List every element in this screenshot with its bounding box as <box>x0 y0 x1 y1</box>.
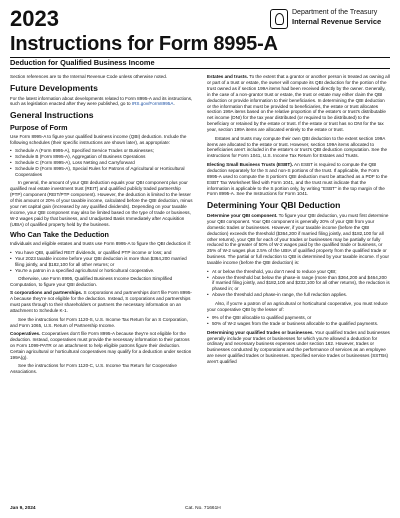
agency-irs: Internal Revenue Service <box>292 16 382 26</box>
heading-who: Who Can Take the Deduction <box>10 230 109 240</box>
scorp-text: S corporations and partnerships. S corporations and partnerships don't file Form 8995-A because they're not eligible for the deduction. Instead, S corporations and partnerships must pass through to their shareholders or partners the necessary information on an attachment to Schedule K-1. <box>10 290 192 314</box>
list-item: • 50% of W-2 wages from the trade or business allocable to the qualified payments. <box>207 321 390 327</box>
coop-see-text: See the instructions for Form 1120-C, U.S. Income Tax Return for Cooperative Associations. <box>10 363 177 375</box>
determine-text: Determine your QBI component. To figure your QBI deduction, you must first determine your QBI component. Your QBI component is generally 20% of your QBI from your domestic trades or businesses. However, if your taxable income (before the QBI deduction) exceeds the threshold ($364,200 if married filing jointly, and $182,100 for all other returns), your QBI for each of your trades or businesses may be partially or fully reduced to the greater of 50% of W-2 wages paid by the qualified trade or business, or 25% of W-2 wages plus 2.5% of the UBIA of qualified property from the qualified trade or business. The partial or full reduction to QBI is determined by your taxable income. If your taxable income (before the QBI deduction) is: <box>207 212 389 266</box>
list-item: • Schedule A (Form 8995-A), Specified Service Trades or Businesses; <box>10 148 193 154</box>
purpose-text: Use Form 8995-A to figure your qualified business income (QBI) deduction. Include the following schedules (their specific instructions are shown later), as appropriate: <box>10 133 187 145</box>
left-column <box>10 74 193 378</box>
page-subtitle: Deduction for Qualified Business Income <box>10 58 155 67</box>
who-list <box>10 250 193 274</box>
coop-text: Cooperatives. Cooperatives don't file Form 8995-A because they're not eligible for the deduction. Instead, cooperatives must provide the necessary information to their patrons on Form 1099-PATR or an attachment to help eligible patrons figure their deduction. Certain agricultural or horticultural cooperatives may qualify for a deduction under section 199A(g). <box>10 331 192 360</box>
list-item: • 9% of the QBI allocable to qualified payments, or <box>207 315 390 321</box>
qualified-text: Determining your qualified trades or businesses. Your qualified trades and businesses generally include your trades or businesses for which you're allowed a deduction for ordinary and necessary business expenses under section 162. However, trades or businesses conducted by corporations and the performance of services as an employee are never qualified trades or businesses. Specified service trades or businesses (SSTBs) aren't qualified <box>207 329 390 365</box>
list-item: • Schedule C (Form 8995-A), Loss Netting and Carryforward <box>10 160 193 166</box>
general-text: In general, the amount of your QBI deduction equals your QBI component plus your qualified real estate investment trust (REIT) and qualified publicly traded partnership (PTP) component (REIT/PTP component). However, the deduction is limited to the lesser of this amount or 20% of your taxable income, calculated before the QBI deduction, minus your net capital gain (increased by any qualified dividends). Depending on your taxable income, your QBI component may also be limited based on the type of trade or business, W-2 wages paid by that business, and Unadjusted Basis Immediately after Acquisition (UBIA) of qualified property held by the business. <box>10 180 193 227</box>
list-item: • Schedule B (Form 8995-A), Aggregation of Business Operations <box>10 154 193 160</box>
patron-list <box>207 315 390 327</box>
heading-determining: Determining Your QBI Deduction <box>207 199 341 210</box>
agency-block <box>270 9 395 35</box>
irs-form-link[interactable]: IRS.gov/Form8995A <box>131 101 174 107</box>
list-item: • Your 2023 taxable income before your QBI deduction is more than $364,200 married filing jointly, and $182,100 for all other returns; or <box>10 256 193 268</box>
footer-cat-no: Cat. No. 71661H <box>185 506 221 511</box>
list-item: • Schedule D (Form 8995-A), Special Rules for Patrons of Agricultural or Horticultural Cooperatives <box>10 166 193 178</box>
patron-text: Also, if you're a patron of an agricultural or horticultural cooperative, you must reduce your cooperative QBI by the lesser of: <box>207 300 388 312</box>
heading-purpose: Purpose of Form <box>10 122 68 132</box>
otherwise-text: Otherwise, use Form 8995, Qualified Business Income Deduction Simplified Computation, to figure your QBI deduction. <box>10 276 173 287</box>
right-column <box>207 74 390 368</box>
list-item: • You're a patron in a specified agricultural or horticultural cooperative. <box>10 268 193 274</box>
estates-text: Estates and trusts. To the extent that a grantor or another person is treated as owning all or part of a trust or estate, the owner will compute its QBI deduction for the portion of the trust owned as if section 199A items had been received directly by the owner. Generally, in the case of a non-grantor trust or estate, the trust or estate may either claim the QBI deduction or provide information to their beneficiaries. In determining the QBI deduction or the information that must be provided to beneficiaries, the estate or trust allocates section 199A items based on the relative proportion of the estate's or trust's distributable net income (DNI) for the tax year distributed (or required to be distributed) to the beneficiary or retained by the estate or trust. If the estate or trust has no DNI for the tax year, section 199A items are allocated entirely to the estate or trust. <box>207 74 390 133</box>
who-text: Individuals and eligible estates and trusts use Form 8995-A to figure the QBI deduction if: <box>10 241 192 247</box>
treasury-eagle-logo-icon <box>270 9 288 29</box>
schedules-list <box>10 148 193 178</box>
intro-text: Section references are to the Internal Revenue Code unless otherwise noted. <box>10 74 168 79</box>
list-item: • At or below the threshold, you don't need to reduce your QBI; <box>207 269 390 275</box>
estates-text-2: Estates and trusts may compute their own QBI deduction to the extent section 199A items are allocated to the estate or trust. However, section 199A items allocated to beneficiaries aren't included in the estate's or trust's QBI deduction computation. See the instructions for Form 1041, U.S. Income Tax Return for Estates and Trusts. <box>207 135 388 159</box>
page-title: Instructions for Form 8995-A <box>10 33 278 55</box>
list-item: • Above the threshold and phase-in range, the full reduction applies. <box>207 292 390 298</box>
scorp-see-text: See the instructions for Form 1120-S, U.S. Income Tax Return for an S Corporation, and Form 1065, U.S. Return of Partnership Income. <box>10 316 188 328</box>
list-item: • You have QBI, qualified REIT dividends, or qualified PTP income or loss; and <box>10 250 193 256</box>
footer-date: Jan 9, 2024 <box>10 506 36 511</box>
page-footer <box>10 506 390 511</box>
future-text: For the latest information about developments related to Form 8995-A and its instructions, such as legislation enacted after they were published, go to IRS.gov/Form8995A. <box>10 95 193 107</box>
agency-department: Department of the Treasury <box>292 9 378 16</box>
heading-general-instructions: General Instructions <box>10 109 94 120</box>
determine-list <box>207 269 390 299</box>
form-year: 2023 <box>10 6 59 31</box>
heading-future-developments: Future Developments <box>10 82 98 93</box>
esbt-text: Electing Small Business Trusts (ESBT). An ESBT is required to compute the QBI deduction separately for the S and non-S portions of the trust. If applicable, the Form 8995-A used to compute the S portion's QBI deduction must be attached as a PDF to the ESBT Tax Worksheet filed with Form 1041, and the trust must indicate that the information is applicable to the S portion only, by writing "ESBT" in the top margin of the Form 8995-A. See the Instructions for Form 1041. <box>207 161 388 197</box>
list-item: • Above the threshold but below the phase-in range (more than $364,200 and $464,200 if married filing jointly, and $182,100 and $232,100 for all other returns), the reduction is phased in; or <box>207 275 390 293</box>
